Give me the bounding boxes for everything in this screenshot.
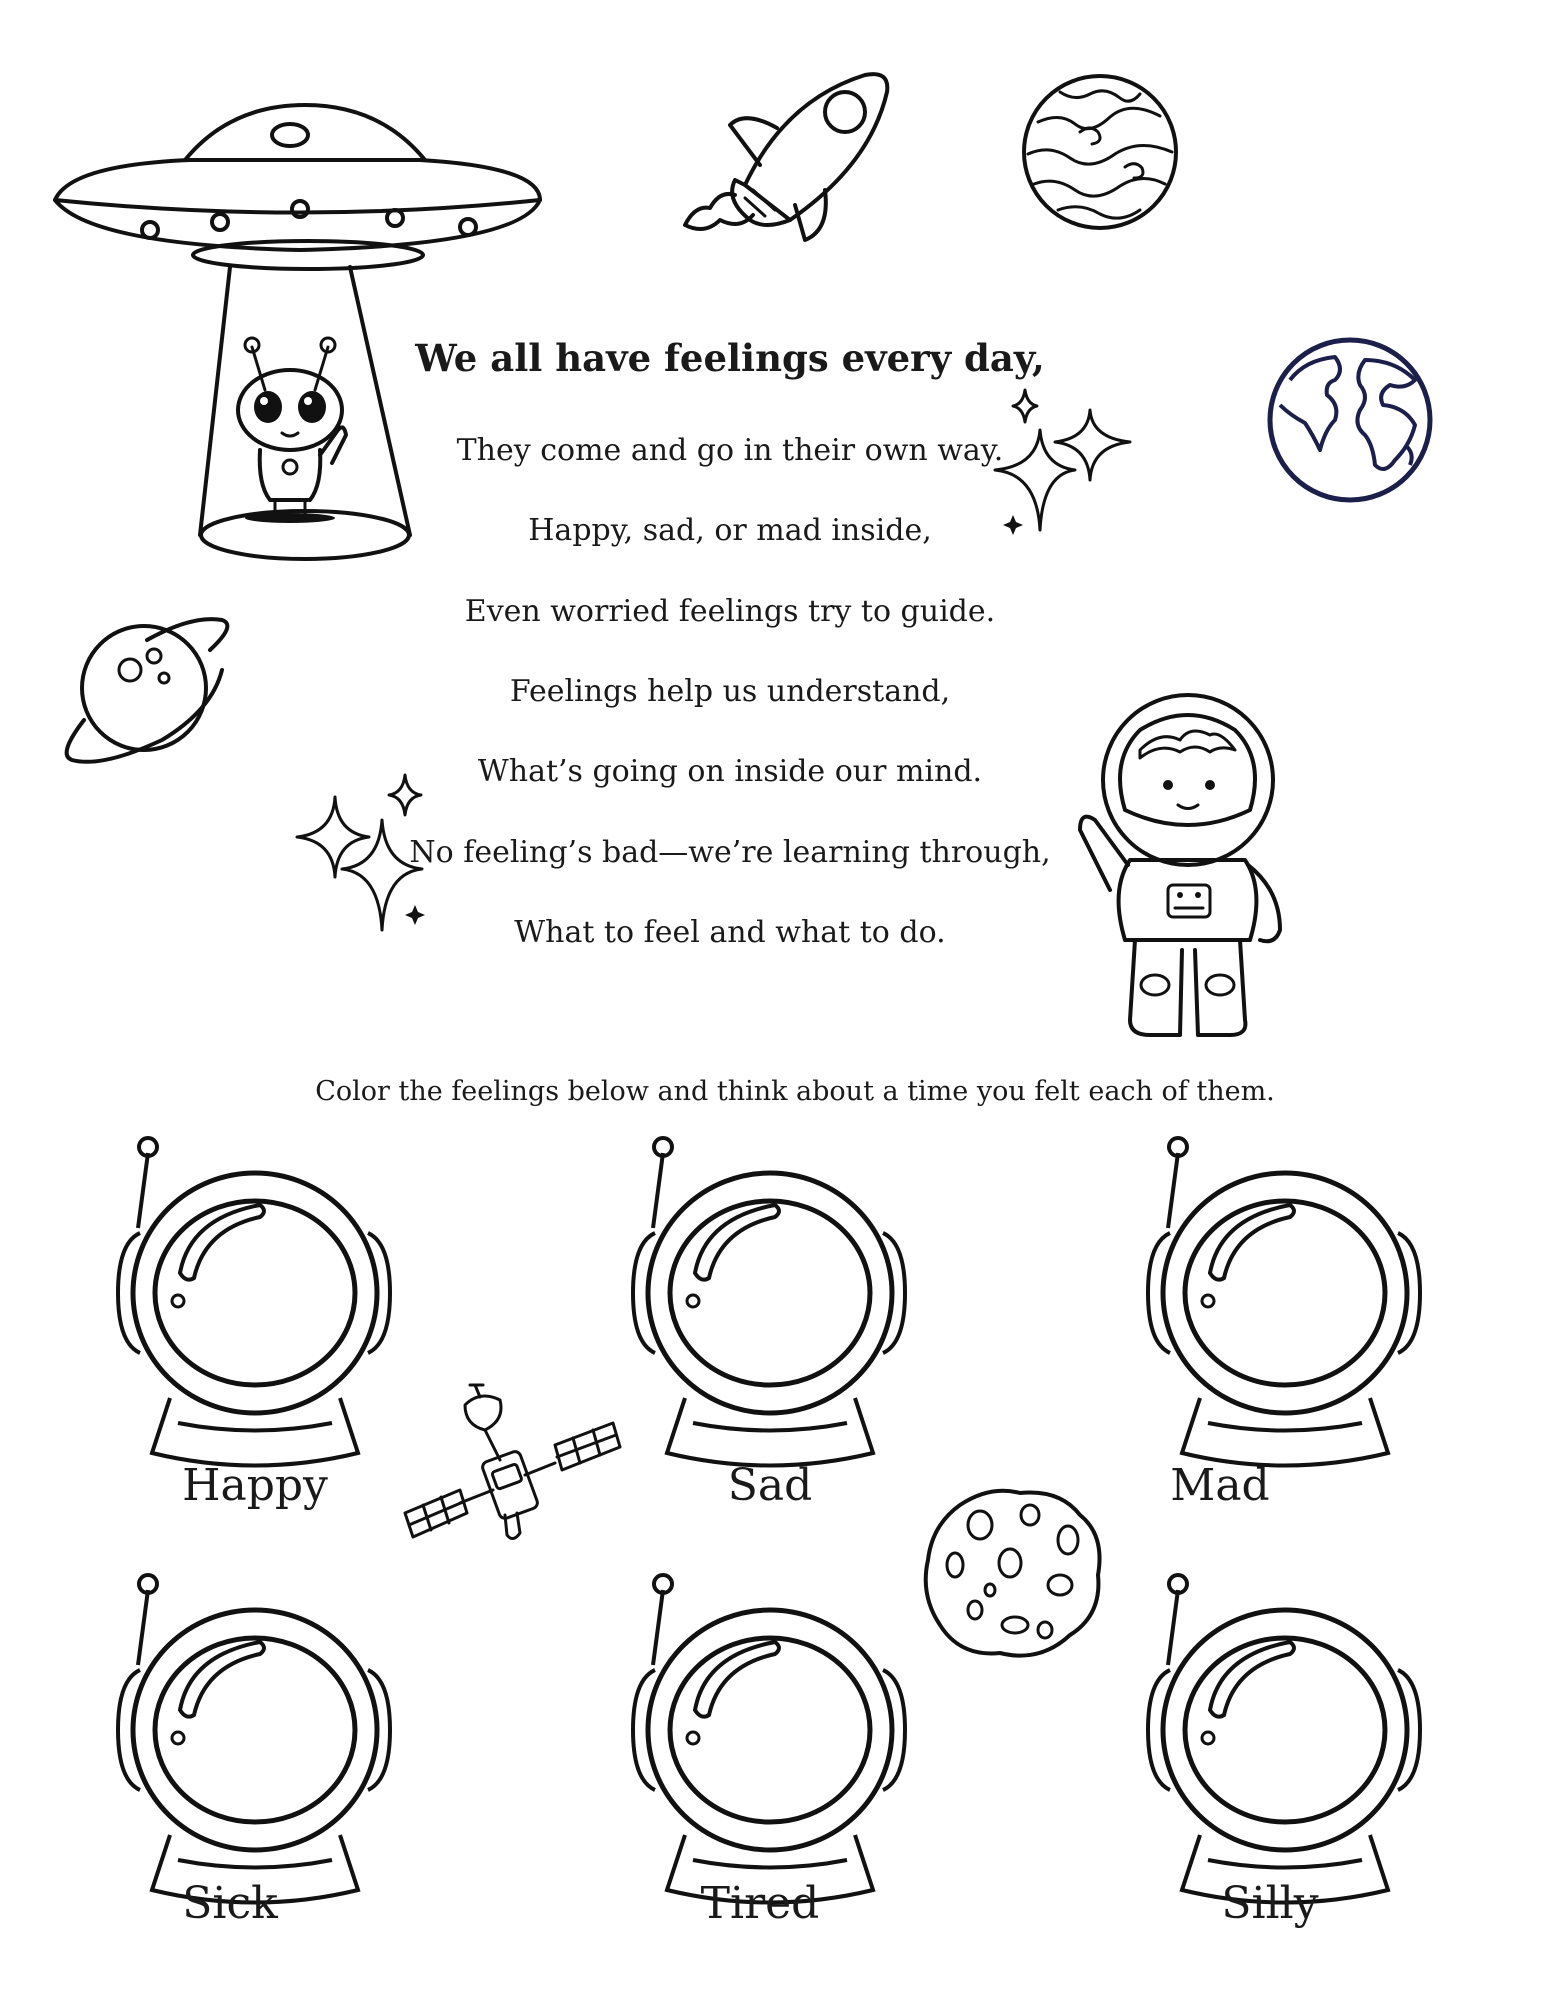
feeling-label-mad: Mad <box>1170 1460 1270 1511</box>
feeling-label-tired: Tired <box>700 1878 820 1929</box>
feeling-label-sick: Sick <box>182 1878 278 1929</box>
poem-title: We all have feelings every day, <box>415 336 1045 380</box>
instructions-text: Color the feelings below and think about a time you felt each of them. <box>315 1076 1275 1107</box>
poem-line-3: Even worried feelings try to guide. <box>464 594 996 629</box>
asteroid-icon <box>920 1485 1110 1665</box>
helmet-icon <box>625 1133 915 1473</box>
helmet-icon <box>1140 1570 1430 1910</box>
poem-line-4: Feelings help us understand, <box>509 674 951 709</box>
planet-icon <box>1020 72 1180 232</box>
satellite-icon <box>405 1385 625 1555</box>
poem-line-6: No feeling’s bad—we’re learning through, <box>409 835 1051 870</box>
astronaut-icon <box>1070 690 1300 1050</box>
helmet-icon <box>110 1133 400 1473</box>
feeling-label-sad: Sad <box>727 1460 813 1511</box>
poem-line-2: Happy, sad, or mad inside, <box>528 513 932 548</box>
helmet-icon <box>625 1570 915 1910</box>
poem-line-7: What to feel and what to do. <box>514 915 946 950</box>
helmet-icon <box>1140 1133 1430 1473</box>
feeling-label-silly: Silly <box>1221 1878 1319 1929</box>
feeling-label-happy: Happy <box>182 1460 328 1511</box>
poem-line-1: They come and go in their own way. <box>456 433 1004 468</box>
rocket-icon <box>665 70 895 240</box>
helmet-icon <box>110 1570 400 1910</box>
poem-line-5: What’s going on inside our mind. <box>477 754 983 789</box>
